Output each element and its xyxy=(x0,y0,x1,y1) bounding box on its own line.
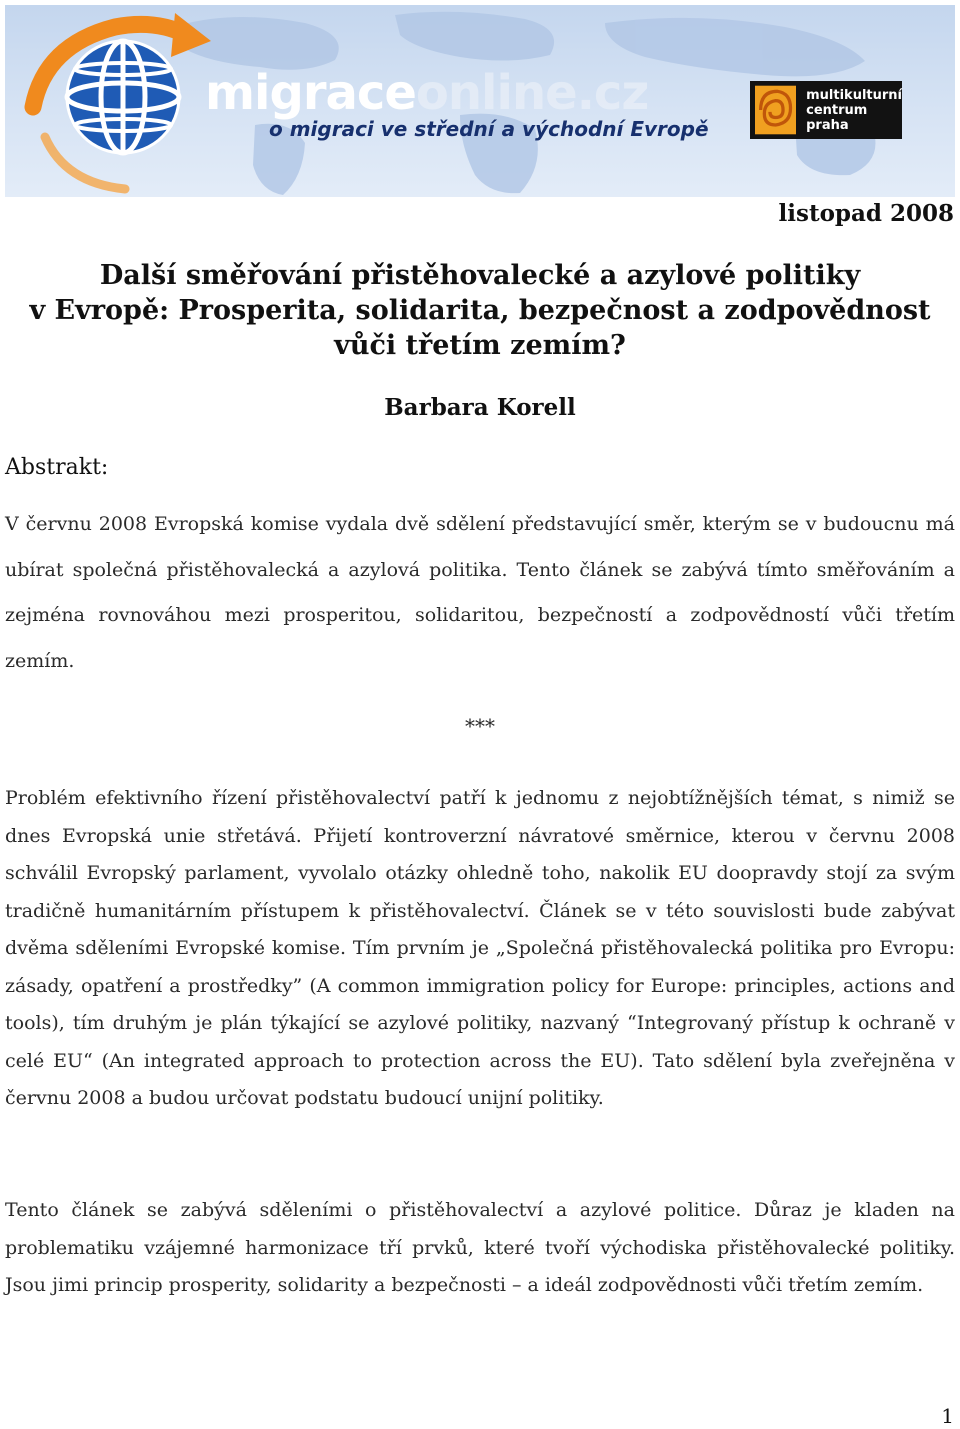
abstract-heading: Abstrakt: xyxy=(5,455,109,480)
body-paragraph: Tento článek se zabývá sděleními o přistěhovalectví a azylové politice. Důraz je kladen na problematiku vzájemné harmonizace tří prvků, které tvoří východiska přistěhovalecké politiky. Jsou jimi princip prosperity, solidarity a bezpečnosti – a ideál zodpovědnosti vůči třetím zemím. xyxy=(5,1199,955,1296)
site-logo-text: migraceonline.cz xyxy=(205,65,649,121)
body-paragraph: Problém efektivního řízení přistěhovalectví patří k jednomu z nejobtížnějších témat, s nimiž se dnes Evropská unie střetává. Přijetí kontroverzní návratové směrnice, kterou v červnu 2008 schválil Evropský parlament, vyvolalo otázky ohledně toho, nakolik EU doopravdy stojí za svým tradičně humanitárním přístupem k přistěhovalectví. Článek se v této souvislosti bude zabývat dvěma sděleními Evropské komise. Tím prvním je „Společná přistěhovalecká politika pro Evropu: zásady, opatření a prostředky” (A common immigration policy for Europe: principles, actions and tools), tím druhým je plán týkající se azylové politiky, nazvaný “Integrovaný přístup k ochraně v celé EU“ (An integrated approach to protection across the EU). Tato sdělení byla zveřejněna v červnu 2008 a budou určovat podstatu budoucí unijní politiky. xyxy=(5,787,955,1109)
partner-name xyxy=(806,88,902,133)
abstract-text: V červnu 2008 Evropská komise vydala dvě sdělení představující směr, kterým se v budoucnu má ubírat společná přistěhovalecká a azylová politika. Tento článek se zabývá tímto směřováním a zejména rovnováhou mezi prosperitou, solidaritou, bezpečností a zodpovědností vůči třetím zemím. xyxy=(5,513,955,672)
author-name: Barbara Korell xyxy=(384,394,576,421)
partner-line: centrum xyxy=(806,102,868,118)
header-banner xyxy=(5,5,955,197)
publication-date: listopad 2008 xyxy=(778,200,954,227)
partner-line: multikulturní xyxy=(806,87,902,103)
article-title xyxy=(5,258,955,363)
section-separator: *** xyxy=(465,714,495,738)
globe-icon xyxy=(67,41,179,153)
title-line: vůči třetím zemím? xyxy=(334,330,626,361)
site-tagline: o migraci ve střední a východní Evropě xyxy=(269,117,709,141)
partner-line: praha xyxy=(806,117,849,133)
title-line: Další směřování přistěhovalecké a azylové politiky xyxy=(99,260,861,291)
partner-logo-icon xyxy=(755,84,796,136)
partner-logo xyxy=(750,81,902,139)
title-line: v Evropě: Prosperita, solidarita, bezpečnost a zodpovědnost xyxy=(29,295,931,326)
page-number: 1 xyxy=(941,1404,954,1428)
